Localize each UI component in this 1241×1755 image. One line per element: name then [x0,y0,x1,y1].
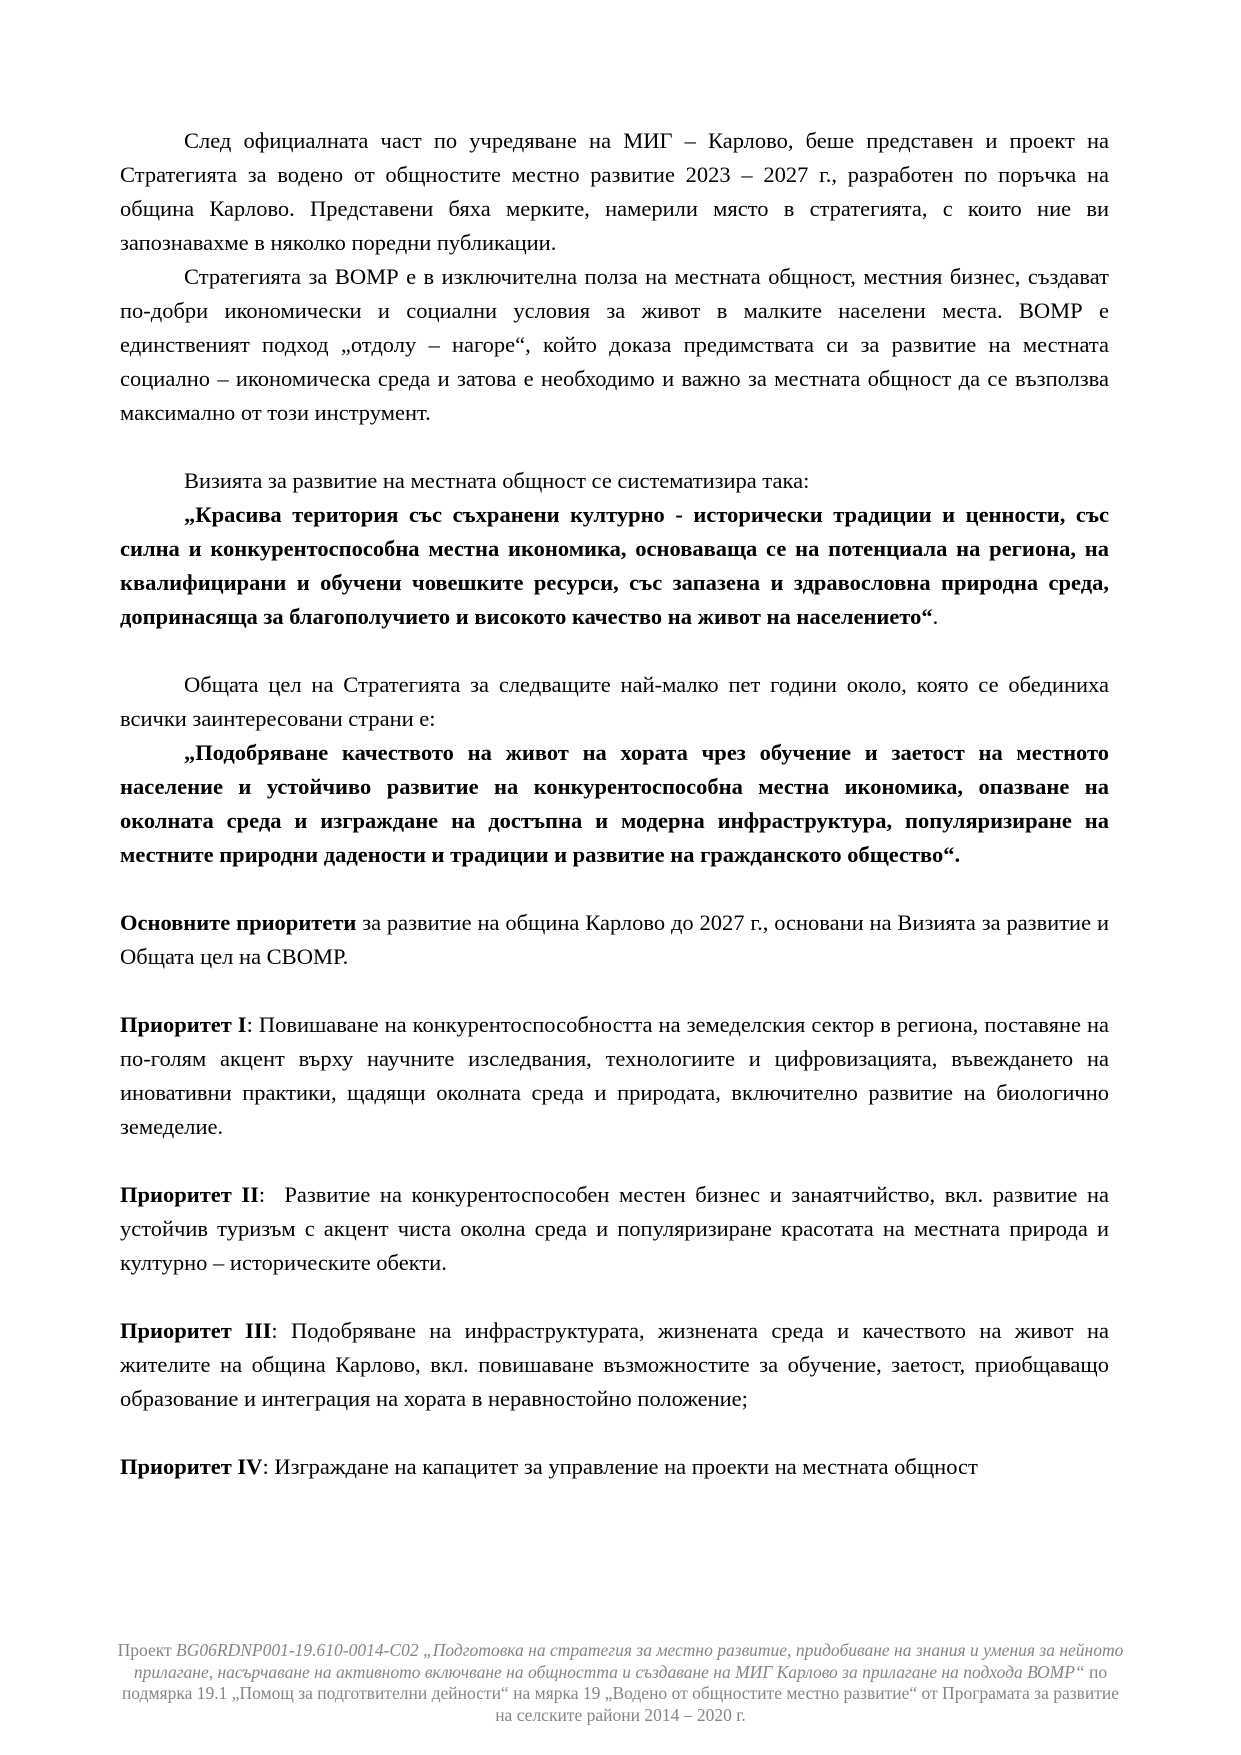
footer-project-title: „Подготовка на стратегия за местно развитие, придобиване на знания и умения за нейното прилагане, насърчаване на активното включване на общността и създаване на МИГ Карлово за прилагане на подхода ВОМР“ [133,1640,1124,1682]
vision-intro: Визията за развитие на местната общност се систематизира така: [184,468,810,493]
priorities-overview-lead: Основните приоритети [120,910,357,935]
priority-2-text: : Развитие на конкурентоспособен местен бизнес и занаятчийство, вкл. развитие на устойчив туризъм с акцент чиста околна среда и популяризиране красотата на местната природа и културно – историческите обекти. [120,1182,1109,1275]
vision-statement-period: . [932,604,939,629]
paragraph-strategy-benefits: Стратегията за ВОМР е в изключителна полза на местната общност, местния бизнес, създават по-добри икономически и социални условия за живот в малките населени места. ВОМР е единственият подход „отдолу – нагоре“, който доказа предимствата си за развитие на местната социално – икономическа среда и затова е необходимо и важно за местната общност да се възползва максимално от този инструмент. [120,264,1109,425]
priority-1-label: Приоритет I [120,1012,247,1037]
priorities-overview [120,906,1109,974]
goal-statement [120,736,1109,872]
priority-4 [120,1450,1109,1484]
priority-2 [120,1178,1109,1280]
priority-3-text: : Подобряване на инфраструктурата, жизнената среда и качеството на живот на жителите на община Карлово, вкл. повишаване възможностите за обучение, заетост, приобщаващо образование и интеграция на хората в неравностойно положение; [120,1318,1109,1411]
priorities-overview-rest: за развитие на община Карлово до 2027 г., основани на Визията за развитие и Общата цел на СВОМР. [120,910,1109,969]
vision-statement-quote: „Красива територия със съхранени културно - исторически традиции и ценности, със силна и конкурентоспособна местна икономика, основаваща се на потенциала на региона, на квалифицирани и обучени човешките ресурси, със запазена и здравословна природна среда, допринасяща за благополучието и високото качество на живот на населението“ [120,502,1109,629]
paragraph-founding-recap: След официалната част по учредяване на МИГ – Карлово, беше представен и проект на Стратегията за водено от общностите местно развитие 2023 – 2027 г., разработен по поръчка на община Карлово. Представени бяха мерките, намерили място в стратегията, с които ние ви запознавахме в няколко поредни публикации. [120,128,1109,255]
priority-3-label: Приоритет III [120,1318,272,1343]
priority-4-text: : Изграждане на капацитет за управление на проекти на местната общност [262,1454,978,1479]
footer-measure-reference: по подмярка 19.1 „Помощ за подготвителни дейности“ на мярка 19 „Водено от общностите местно развитие“ от Програмата за развитие на селските райони 2014 – 2020 г. [121,1661,1120,1725]
priority-1 [120,1008,1109,1144]
vision-statement [120,498,1109,634]
page-footer [0,1640,1241,1726]
goal-statement-quote: „Подобряване качеството на живот на хората чрез обучение и заетост на местното население и устойчиво развитие на конкурентоспособна местна икономика, опазване на околната среда и изграждане на достъпна и модерна инфраструктура, популяризиране на местните природни дадености и традиции и развитие на гражданското общество“. [120,740,1109,867]
priority-1-text: : Повишаване на конкурентоспособността на земеделския сектор в региона, поставяне на по-голям акцент върху научните изследвания, технологиите и цифровизацията, въвеждането на иновативни практики, щадящи околната среда и природата, включително развитие на биологично земеделие. [120,1012,1109,1139]
priority-4-label: Приоритет IV [120,1454,263,1479]
footer-project-word: Проект [117,1640,177,1660]
footer-project-code: BG06RDNP001-19.610-0014-C02 [176,1640,423,1660]
priority-2-label: Приоритет II [120,1182,259,1207]
priority-3 [120,1314,1109,1416]
goal-intro: Общата цел на Стратегията за следващите най-малко пет години около, която се обединиха всички заинтересовани страни е: [120,672,1109,731]
